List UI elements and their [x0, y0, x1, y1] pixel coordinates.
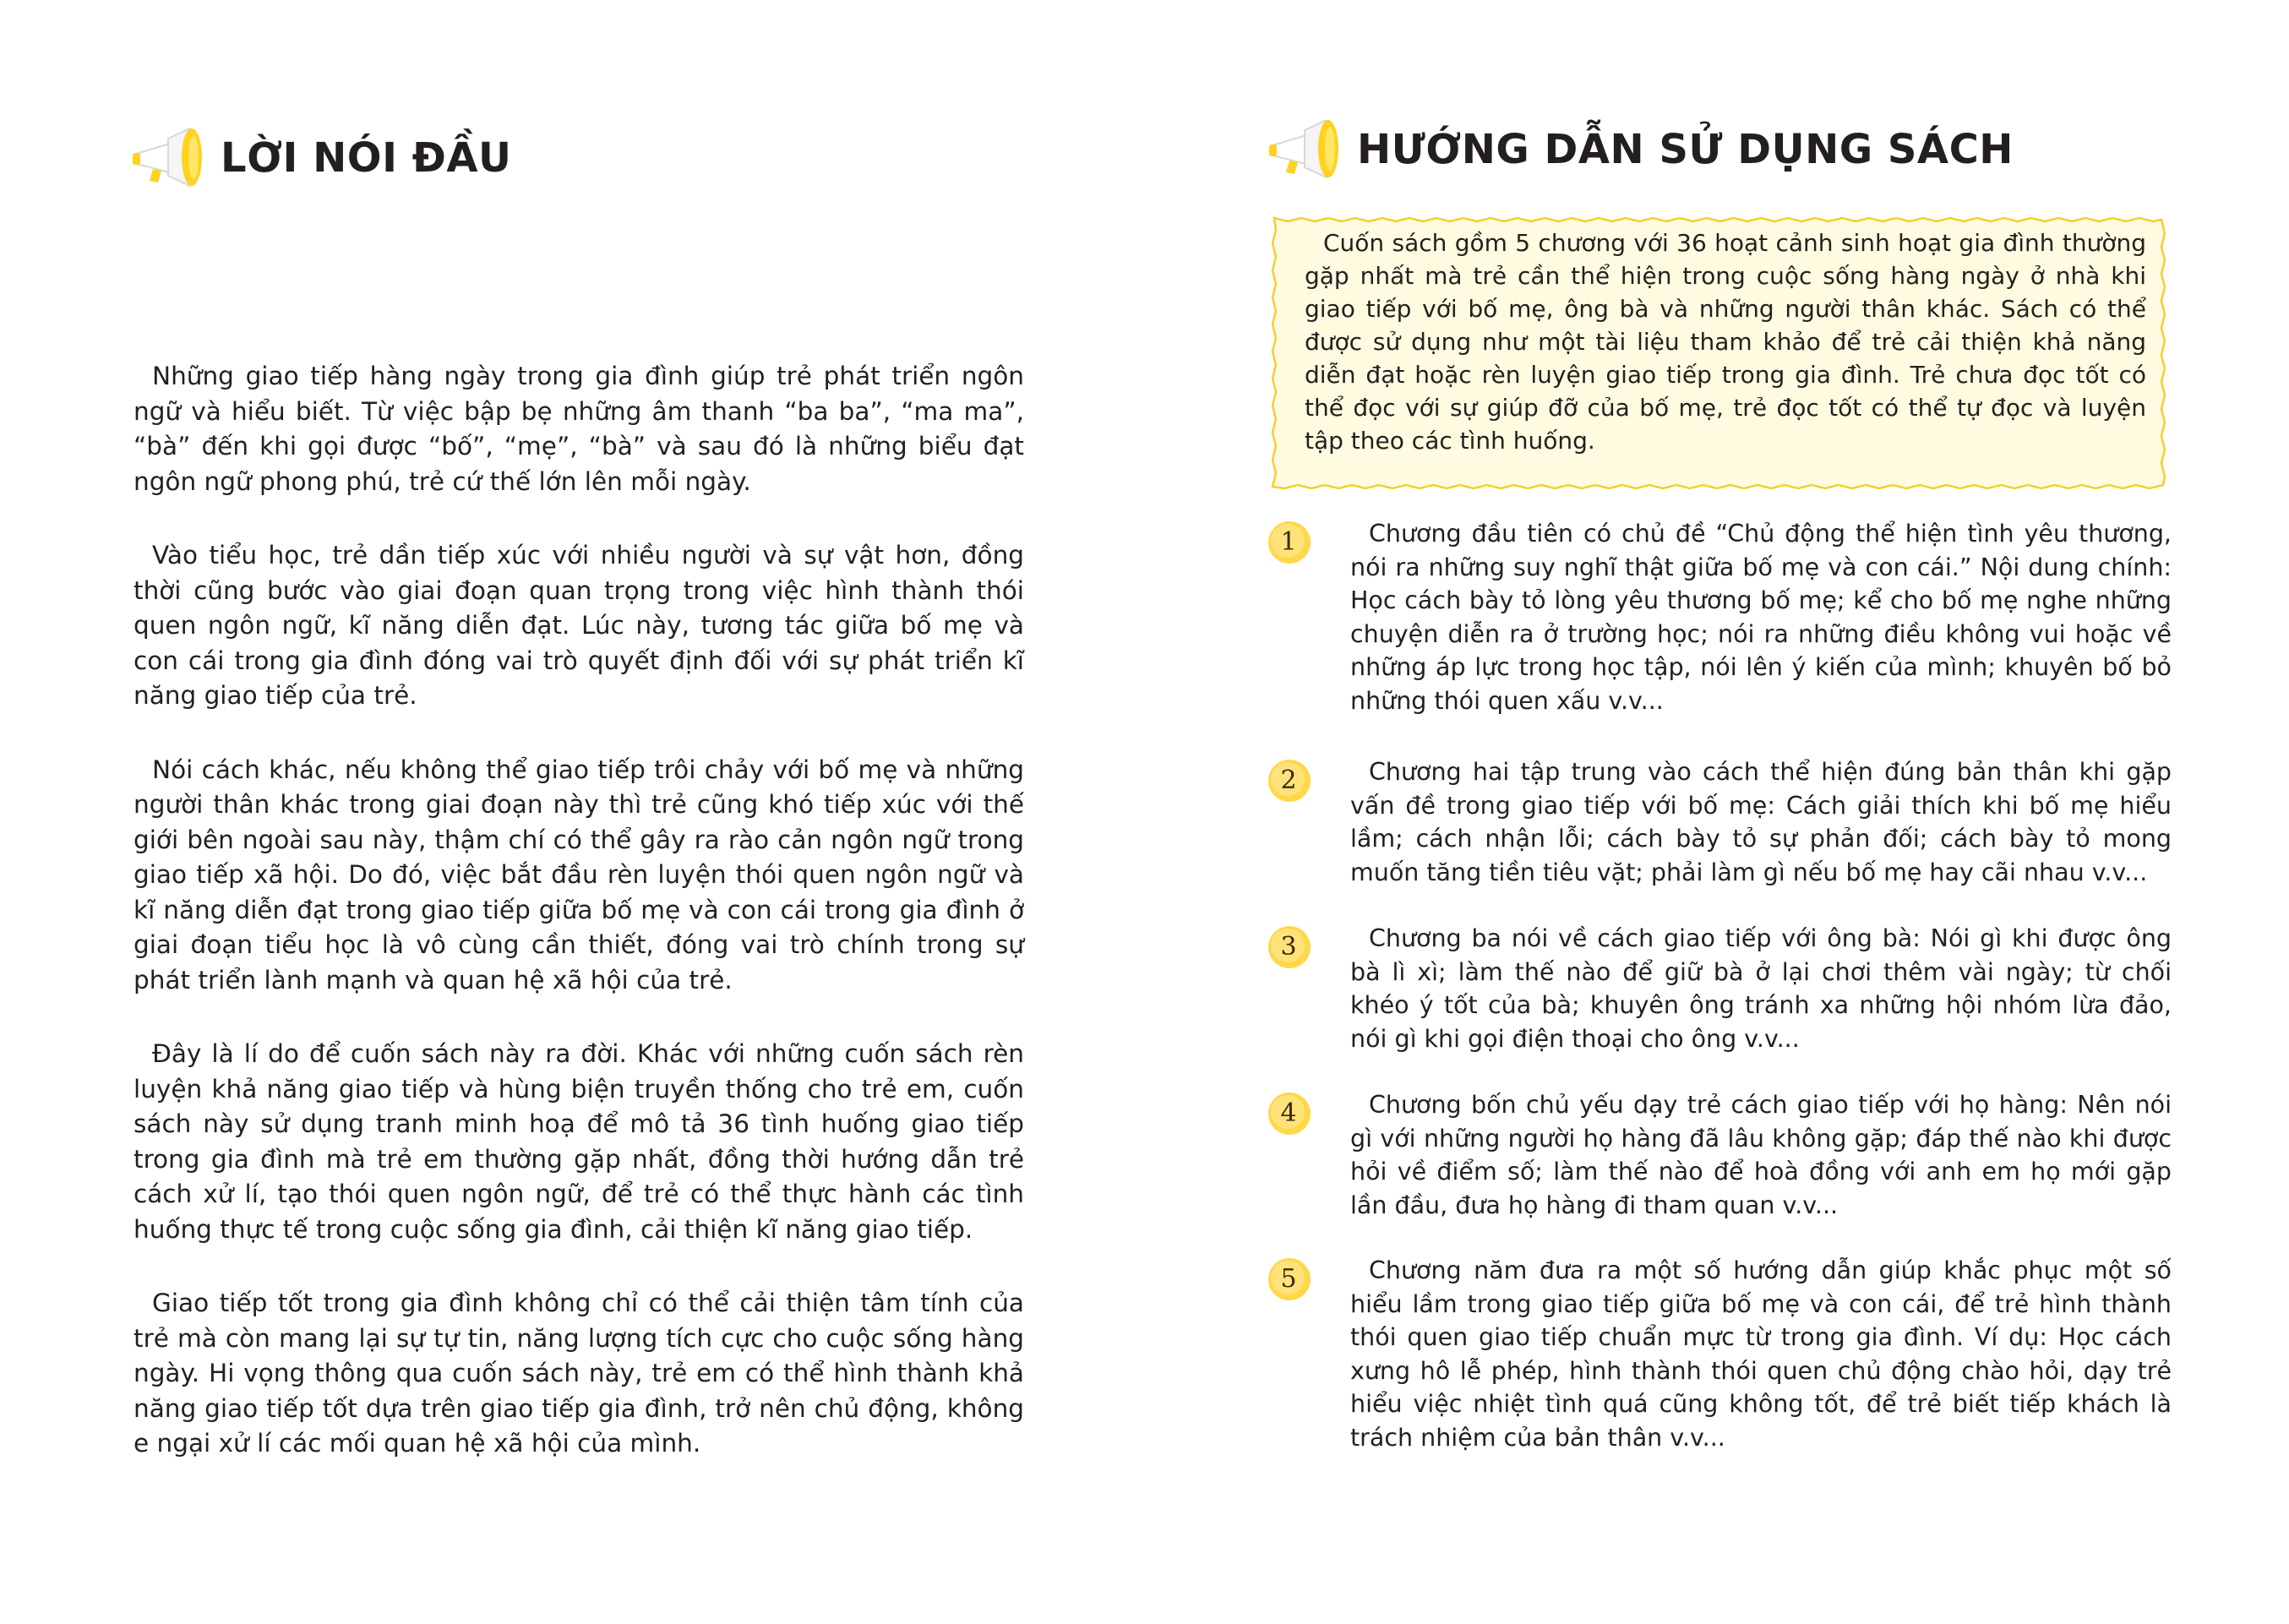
left-page	[0, 0, 1144, 1624]
preface-paragraph: Những giao tiếp hàng ngày trong gia đình giúp trẻ phát triển ngôn ngữ và hiểu biết. Từ việc bập bẹ những âm thanh “ba ba”, “ma ma”, “bà” đến khi gọi được “bố”, “mẹ”, “bà” và sau đó là những biểu đạt ngôn ngữ phong phú, trẻ cứ thế lớn lên mỗi ngày.	[134, 362, 1024, 496]
preface-paragraph: Nói cách khác, nếu không thể giao tiếp trôi chảy với bố mẹ và những người thân khác trong giai đoạn này thì trẻ cũng khó tiếp xúc với thế giới bên ngoài sau này, thậm chí có thể gây ra rào cản ngôn ngữ trong giao tiếp xã hội. Do đó, việc bắt đầu rèn luyện thói quen ngôn ngữ và kĩ năng diễn đạt trong giao tiếp giữa bố mẹ và con cái trong gia đình ở giai đoạn tiểu học là vô cùng cần thiết, đóng vai trò chính trong sự phát triển lành mạnh và quan hệ xã hội của trẻ.	[134, 755, 1024, 995]
preface-paragraph: Vào tiểu học, trẻ dần tiếp xúc với nhiều người và sự vật hơn, đồng thời cũng bước vào giai đoạn quan trọng trong việc hình thành thói quen ngôn ngữ, kĩ năng diễn đạt. Lúc này, tương tác giữa bố mẹ và con cái trong gia đình đóng vai trò quyết định đối với sự phát triển kĩ năng giao tiếp của trẻ.	[134, 541, 1024, 710]
megaphone-icon	[1267, 120, 1345, 179]
chapter-text: Chương năm đưa ra một số hướng dẫn giúp khắc phục một số hiểu lầm trong giao tiếp giữa bố mẹ và con cái, để trẻ hình thành thói quen giao tiếp chuẩn mực từ trong gia đình. Ví dụ: Học cách xưng hô lễ phép, hình thành thói quen chủ động chào hỏi, dạy trẻ hiểu việc nhiệt tình quá cũng không tốt, để trẻ biết tiếp khách là trách nhiệm của bản thân v.v...	[1350, 1256, 2172, 1452]
preface-heading	[131, 128, 511, 188]
chapter-number: 1	[1280, 527, 1297, 557]
number-badge-icon	[1267, 925, 1311, 969]
chapter-text: Chương đầu tiên có chủ đề “Chủ động thể hiện tình yêu thương, nói ra những suy nghĩ thật giữa bố mẹ và con cái.” Nội dung chính: Học cách bày tỏ lòng yêu thương bố mẹ; kể cho bố mẹ nghe những chuyện diễn ra ở trường học; nói ra những điều không vui hoặc về những áp lực trong học tập, nói lên ý kiến của mình; khuyên bố bỏ những thói quen xấu v.v...	[1350, 520, 2172, 715]
list-item	[1267, 517, 2172, 755]
chapter-text: Chương hai tập trung vào cách thể hiện đúng bản thân khi gặp vấn đề trong giao tiếp với bố mẹ: Cách giải thích khi bố mẹ hiểu lầm; cách nhận lỗi; cách bày tỏ sự phản đối; cách bày tỏ mong muốn tăng tiền tiêu vặt; phải làm gì nếu bố mẹ hay cãi nhau v.v...	[1350, 758, 2172, 886]
list-item	[1267, 755, 2172, 922]
guide-heading	[1267, 120, 2014, 179]
chapter-number: 2	[1280, 766, 1297, 795]
page-title: LỜI NÓI ĐẦU	[221, 134, 512, 182]
intro-box	[1269, 215, 2168, 492]
list-item	[1267, 1088, 2172, 1254]
preface-paragraph: Giao tiếp tốt trong gia đình không chỉ có thể cải thiện tâm tính của trẻ mà còn mang lại sự tự tin, năng lượng tích cực cho cuộc sống hàng ngày. Hi vọng thông qua cuốn sách này, trẻ em có thể hình thành khả năng giao tiếp tốt dựa trên giao tiếp gia đình, trở nên chủ động, không e ngại xử lí các mối quan hệ xã hội của mình.	[134, 1289, 1024, 1458]
number-badge-icon	[1267, 1092, 1311, 1136]
section-title: HƯỚNG DẪN SỬ DỤNG SÁCH	[1357, 126, 2014, 173]
chapter-number: 5	[1280, 1264, 1297, 1294]
chapter-text: Chương bốn chủ yếu dạy trẻ cách giao tiếp với họ hàng: Nên nói gì với những người họ hàng đã lâu không gặp; đáp thế nào khi được hỏi về điểm số; làm thế nào để hoà đồng với anh em họ mới gặp lần đầu, đưa họ hàng đi tham quan v.v...	[1350, 1091, 2172, 1219]
chapter-list	[1267, 517, 2172, 1454]
list-item	[1267, 1254, 2172, 1454]
preface-body	[134, 359, 1024, 1501]
number-badge-icon	[1267, 1257, 1311, 1301]
chapter-text: Chương ba nói về cách giao tiếp với ông bà: Nói gì khi được ông bà lì xì; làm thế nào để giữ bà ở lại chơi thêm vài ngày; từ chối khéo ý tốt của bà; khuyên ông tránh xa những hội nhóm lừa đảo, nói gì khi gọi điện thoại cho ông v.v...	[1350, 924, 2172, 1053]
number-badge-icon	[1267, 520, 1311, 564]
intro-text: Cuốn sách gồm 5 chương với 36 hoạt cảnh sinh hoạt gia đình thường gặp nhất mà trẻ cần thể hiện trong cuộc sống hàng ngày ở nhà khi giao tiếp với bố mẹ, ông bà và những người thân khác. Sách có thể được sử dụng như một tài liệu tham khảo để trẻ cải thiện khả năng diễn đạt hoặc rèn luyện giao tiếp trong gia đình. Trẻ chưa đọc tốt có thể đọc với sự giúp đỡ của bố mẹ, trẻ đọc tốt có thể tự đọc và luyện tập theo các tình huống.	[1305, 229, 2146, 455]
chapter-number: 4	[1280, 1098, 1297, 1128]
chapter-number: 3	[1280, 932, 1297, 962]
megaphone-icon	[131, 128, 209, 188]
preface-paragraph: Đây là lí do để cuốn sách này ra đời. Khác với những cuốn sách rèn luyện khả năng giao tiếp và hùng biện truyền thống cho trẻ em, cuốn sách này sử dụng tranh minh hoạ để mô tả 36 tình huống giao tiếp trong gia đình mà trẻ em thường gặp nhất, đồng thời hướng dẫn trẻ cách xử lí, tạo thói quen ngôn ngữ, để trẻ có thể thực hành các tình huống thực tế trong cuộc sống gia đình, cải thiện kĩ năng giao tiếp.	[134, 1039, 1024, 1244]
number-badge-icon	[1267, 759, 1311, 803]
list-item	[1267, 922, 2172, 1088]
